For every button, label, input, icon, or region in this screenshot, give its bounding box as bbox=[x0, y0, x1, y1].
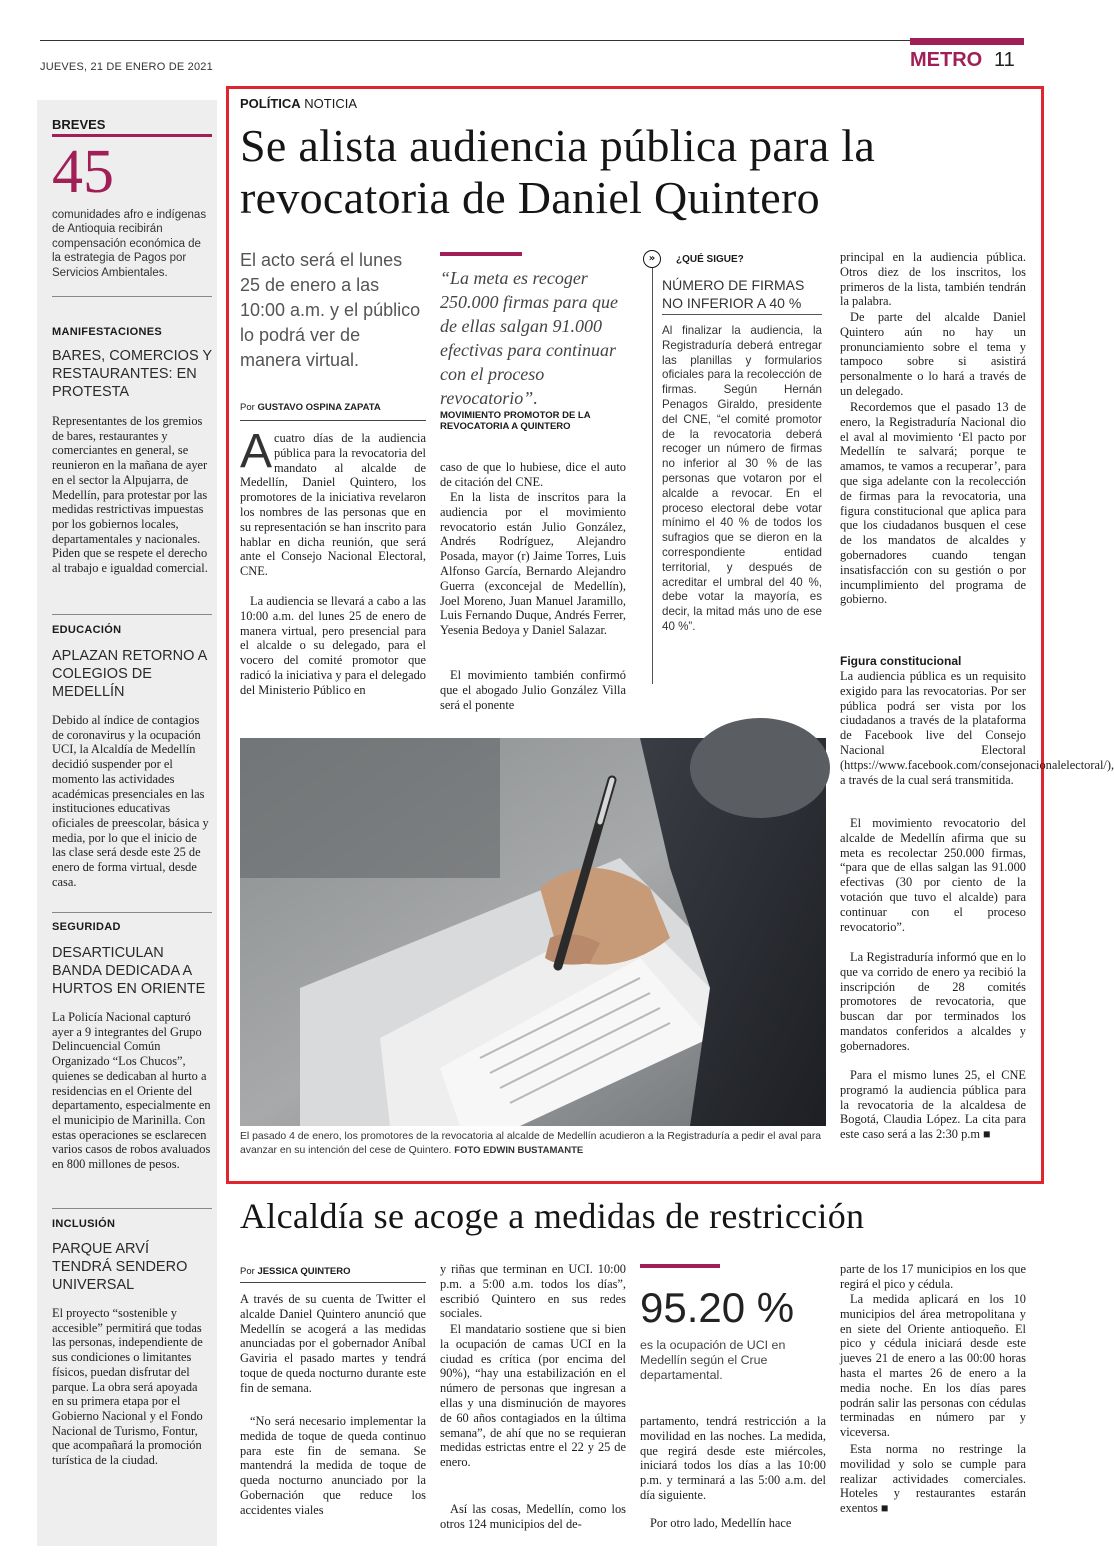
body-paragraph bbox=[240, 431, 426, 579]
body-paragraph: “No será necesario implementar la medida de toque de queda continuo para este fin de semana. Se mantendrá la medida de toque de queda nocturno anunciado por la Gobernación que reduce los accidentes viales bbox=[240, 1414, 426, 1517]
byline-prefix: Por bbox=[240, 1266, 258, 1277]
body-paragraph: Por otro lado, Medellín hace bbox=[650, 1516, 792, 1530]
brief-title: DESARTICULAN BANDA DEDICADA A HURTOS EN ORIENTE bbox=[52, 945, 206, 997]
body-paragraph: caso de que lo hubiese, dice el auto de citación del CNE. bbox=[440, 460, 626, 489]
top-rule bbox=[40, 40, 1024, 41]
article-photo bbox=[240, 738, 826, 1126]
stat-number: 95.20 % bbox=[640, 1284, 795, 1331]
sidebar-divider bbox=[52, 912, 212, 913]
section-bar bbox=[910, 38, 1024, 45]
sidebar-divider bbox=[52, 296, 212, 297]
sidebar-divider bbox=[52, 1208, 212, 1209]
que-sigue-body: Al finalizar la audiencia, la Registraduría deberá entregar las planillas y formularios oficiales para la recolección de firmas. Según Hernán Penagos Giraldo, presidente del CNE, “el comité promotor de la revocatoria deberá recoger un número de firmas no inferior al 30 % de las personas que votaron por el alcalde a revocar. En el proceso electoral debe votar mínimo el 40 % de todos los sufragios que se dieron en la correspondiente entidad territorial, y después de acreditar el umbral del 40 %, debe votar la mayoría, es decir, la mitad más uno de ese 40 %”. bbox=[662, 324, 822, 633]
body-paragraph: partamento, tendrá restricción a la movilidad en las noches. La medida, que regirá desde este miércoles, iniciará todos los días a las 10:00 p.m. y terminará a las 5:00 a.m. del día siguiente. bbox=[640, 1414, 826, 1502]
headline-2: Alcaldía se acoge a medidas de restricción bbox=[240, 1196, 865, 1236]
breves-label: BREVES bbox=[52, 117, 106, 132]
brief-category: MANIFESTACIONES bbox=[52, 326, 163, 338]
brief-title: PARQUE ARVÍ TENDRÁ SENDERO UNIVERSAL bbox=[52, 1241, 188, 1293]
body-paragraph: El movimiento también confirmó que el abogado Julio González Villa será el ponente bbox=[440, 668, 626, 712]
body-paragraph: La audiencia pública es un requisito exigido para las revocatorias. Por ser pública podrá ser vista por los ciudadanos a través de la plataforma de Facebook live del Consejo Nacional Electoral (https://www.facebook.com/consejonacionalelectoral/), a través de la cual será transmitida. bbox=[840, 669, 1114, 787]
body-paragraph: parte de los 17 municipios en los que regirá el pico y cédula. bbox=[840, 1262, 1026, 1291]
body-paragraph: Esta norma no restringe la movilidad y solo se cumple para realizar actividades comerciales. Hoteles y restaurantes estarán exentos ■ bbox=[840, 1442, 1026, 1516]
subhead: Figura constitucional bbox=[840, 654, 962, 668]
body-paragraph: Así las cosas, Medellín, como los otros 124 municipios del de- bbox=[440, 1502, 626, 1531]
byline-prefix: Por bbox=[240, 402, 258, 413]
kicker bbox=[240, 96, 357, 111]
body-text: cuatro días de la audiencia pública para la revocatoria del mandato al alcalde de Medellín, Daniel Quintero, los promotores de la iniciativa revelaron los nombres de las personas que en su representación se han inscrito para hablar en dicha reunión, que será ante el Consejo Nacional Electoral, CNE. bbox=[240, 431, 426, 579]
que-sigue-rule bbox=[662, 314, 822, 315]
kicker-type: NOTICIA bbox=[300, 96, 358, 111]
body-paragraph: La Registraduría informó que en lo que va corrido de enero ya recibió la inscripción de 28 comités promotores de revocatoria, que buscan dar por terminados los mandatos conferidos a alcaldes y gobernadores. bbox=[840, 950, 1026, 1053]
body-paragraph: y riñas que terminan en UCI. 10:00 p.m. a 5:00 a.m. todos los días”, escribió Quintero en sus redes sociales. bbox=[440, 1262, 626, 1321]
drop-cap: A bbox=[240, 425, 273, 478]
photo-caption bbox=[240, 1130, 830, 1158]
caption-text: El pasado 4 de enero, los promotores de la revocatoria al alcalde de Medellín acudieron a la Registraduría a pedir el aval para avanzar en su intención del cese de Quintero. bbox=[240, 1131, 822, 1156]
body-paragraph: La audiencia se llevará a cabo a las 10:00 a.m. del lunes 25 de enero de manera virtual, pero presencial para el alcalde o su delegado, para el vocero del comité promotor que radicó la iniciativa y para el delegado del Ministerio Público en bbox=[240, 594, 426, 697]
body-paragraph: Para el mismo lunes 25, el CNE programó la audiencia pública para la revocatoria de la alcaldesa de Bogotá, Claudia López. La cita para este caso será a las 2:30 p.m ■ bbox=[840, 1068, 1026, 1142]
sidebar-box-line bbox=[652, 268, 653, 684]
brief-category: SEGURIDAD bbox=[52, 921, 121, 933]
stat-description: comunidades afro e indígenas de Antioquia recibirán compensación económica de la estrategia de Pagos por Servicios Ambientales. bbox=[52, 209, 207, 279]
body-paragraph: principal en la audiencia pública. Otros diez de los inscritos, los primeros de la lista, también tendrán la palabra. bbox=[840, 250, 1026, 309]
body-paragraph: El movimiento revocatorio del alcalde de Medellín afirma que su meta es recolectar 250.000 firmas, “para que de ellas salgan las 91.000 efectivas (30 por ciento de la votación que tuvo el alcalde) para continuar con el proceso revocatorio”. bbox=[840, 816, 1026, 934]
stat-rule bbox=[640, 1264, 720, 1268]
brief-body: La Policía Nacional capturó ayer a 9 integrantes del Grupo Delincuencial Común Organizado “Los Chucos”, quienes se dedicaban al hurto a residencias en el Oriente del departamento, especialmente en el municipio de Marinilla. Con estas operaciones se esclarecen varios casos de robos avaluados en 800 millones de pesos. bbox=[52, 1010, 211, 1172]
page-number: 11 bbox=[994, 49, 1015, 71]
que-sigue-label: ¿QUÉ SIGUE? bbox=[676, 254, 744, 265]
body-paragraph: En la lista de inscritos para la audiencia por el movimiento revocatorio están Julio González, Andrés Rodríguez, Alejandro Posada, mayor (r) Jaime Torres, Luis Alfonso García, Bernardo Alejandro Guerra (exconcejal de Medellín), Joel Moreno, Juan Manuel Jaramillo, Luis Fernando Duque, Andrés Ferrer, Yesenia Bedoya y Daniel Salazar. bbox=[440, 490, 626, 638]
photo-credit: FOTO EDWIN BUSTAMANTE bbox=[454, 1145, 584, 1156]
byline-rule bbox=[240, 420, 426, 421]
brief-body: Representantes de los gremios de bares, restaurantes y comerciantes en general, se reunieron en la mañana de ayer en el sector la Alpujarra, de Medellín, para protestar por las medidas restrictivas impuestas por los gobiernos locales, departamentales y nacionales. Piden que se respete el derecho al trabajo e igualdad comercial. bbox=[52, 414, 208, 576]
body-paragraph: El mandatario sostiene que si bien la ocupación de camas UCI en la ciudad es crítica (por encima del 90%), “hay una estabilización en el número de personas que ingresan a ellas y una disminución de mayores de 60 años contagiados en la última semana”, de ahí que no se requieran medidas estrictas entre el 22 y 25 de enero. bbox=[440, 1322, 626, 1470]
breves-rule bbox=[52, 134, 212, 137]
byline-2 bbox=[240, 1266, 351, 1277]
double-chevron-icon: » bbox=[643, 250, 661, 268]
body-paragraph: La medida aplicará en los 10 municipios del área metropolitana y en siete del Oriente antioqueño. El pico y cédula iniciará desde este jueves 21 de enero a las 00:00 horas hasta el martes 26 de enero a la media noche. En los días pares podrán salir las personas con cédulas terminadas en número par y viceversa. bbox=[840, 1292, 1026, 1440]
quote-source: MOVIMIENTO PROMOTOR DE LA REVOCATORIA A QUINTERO bbox=[440, 410, 591, 432]
body-paragraph: A través de su cuenta de Twitter el alcalde Daniel Quintero anunció que Medellín se acogerá a las medidas anunciadas por el gobernador Aníbal Gaviria el pasado martes y tendrá toque de queda nocturno durante este fin de semana. bbox=[240, 1292, 426, 1395]
byline-author: JESSICA QUINTERO bbox=[257, 1266, 351, 1277]
byline-rule bbox=[240, 1282, 426, 1283]
kicker-section: POLÍTICA bbox=[240, 96, 301, 111]
issue-date: JUEVES, 21 DE ENERO DE 2021 bbox=[40, 61, 213, 73]
dek: El acto será el lunes 25 de enero a las 10:00 a.m. y el público lo podrá ver de manera virtual. bbox=[240, 250, 421, 370]
stat-description: es la ocupación de UCI en Medellín según el Crue departamental. bbox=[640, 1338, 786, 1382]
brief-body: El proyecto “sostenible y accesible” permitirá que todas las personas, independiente de sus condiciones o limitantes físicos, puedan disfrutar del parque. La obra será apoyada en su primera etapa por el Gobierno Nacional y el Fondo Nacional de Turismo, Fontur, que acompañará la promoción turística de la ciudad. bbox=[52, 1306, 203, 1468]
brief-title: BARES, COMERCIOS Y RESTAURANTES: EN PROTESTA bbox=[52, 348, 212, 400]
byline-author: GUSTAVO OSPINA ZAPATA bbox=[257, 402, 381, 413]
brief-category: EDUCACIÓN bbox=[52, 624, 122, 636]
sidebar-divider bbox=[52, 614, 212, 615]
quote-rule bbox=[440, 252, 522, 256]
body-paragraph: De parte del alcalde Daniel Quintero aún no hay un pronunciamiento sobre el tema y tampoco sobre si asistirá personalmente o lo hará a través de un delegado. bbox=[840, 310, 1026, 398]
byline bbox=[240, 402, 381, 413]
headline: Se alista audiencia pública para la revocatoria de Daniel Quintero bbox=[240, 120, 876, 223]
photo-illustration bbox=[240, 738, 826, 1126]
brief-body: Debido al índice de contagios de coronavirus y la ocupación UCI, la Alcaldía de Medellín decidió suspender por el momento las actividades académicas presenciales en las instituciones educativas oficiales de preescolar, básica y media, por lo que el inicio de las clase será desde este 25 de enero de forma virtual, desde casa. bbox=[52, 713, 209, 889]
body-paragraph: Recordemos que el pasado 13 de enero, la Registraduría Nacional dio el aval al movimiento ‘El pacto por Medellín te salvará; porque te amamos, te vamos a recuperar’, para que siga adelante con la recolección de firmas para la revocatoria, una figura constitucional que aplica para que los ciudadanos busquen el cese de los mandatos de alcaldes y gobernadores cuando tengan insatisfacción con su gestión o por incumplimiento del programa de gobierno. bbox=[840, 400, 1026, 607]
brief-title: APLAZAN RETORNO A COLEGIOS DE MEDELLÍN bbox=[52, 648, 207, 700]
brief-category: INCLUSIÓN bbox=[52, 1218, 116, 1230]
que-sigue-title: NÚMERO DE FIRMAS NO INFERIOR A 40 % bbox=[662, 277, 805, 311]
section-label: METRO bbox=[910, 49, 983, 71]
stat-number: 45 bbox=[52, 138, 114, 206]
pull-quote: “La meta es recoger 250.000 firmas para que de ellas salgan 91.000 efectivas para continuar con el proceso revocatorio”. bbox=[440, 268, 619, 408]
